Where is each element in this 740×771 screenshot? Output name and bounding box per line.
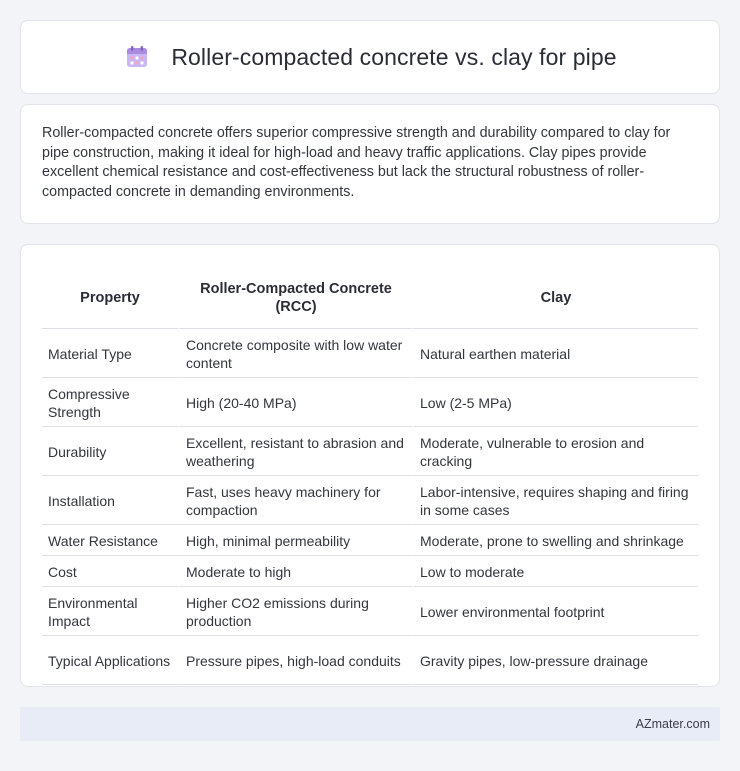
cell-rcc: High (20-40 MPa)	[178, 378, 412, 427]
table-header-row	[42, 265, 698, 329]
cell-clay: Low (2-5 MPa)	[412, 378, 698, 427]
table-row	[42, 329, 698, 378]
footer-brand: AZmater.com	[635, 717, 710, 731]
table-row	[42, 427, 698, 476]
cell-rcc: Fast, uses heavy machinery for compaction	[178, 476, 412, 525]
cell-clay: Labor-intensive, requires shaping and firing in some cases	[412, 476, 698, 525]
cell-property: Material Type	[42, 329, 178, 378]
cell-rcc: Concrete composite with low water content	[178, 329, 412, 378]
cell-rcc: Higher CO2 emissions during production	[178, 587, 412, 636]
table-row	[42, 556, 698, 587]
cell-property: Water Resistance	[42, 525, 178, 556]
cell-rcc: Excellent, resistant to abrasion and weathering	[178, 427, 412, 476]
summary-text: Roller-compacted concrete offers superior compressive strength and durability compared to clay for pipe construction, making it ideal for high-load and heavy traffic applications. Clay pipes provide excellent chemical resistance and cost-effectiveness but lack the structural robustness of roller-compacted concrete in demanding environments.	[42, 125, 671, 200]
cell-clay: Low to moderate	[412, 556, 698, 587]
header-clay: Clay	[412, 265, 698, 329]
cell-property: Installation	[42, 476, 178, 525]
cell-property: Durability	[42, 427, 178, 476]
cell-clay: Gravity pipes, low-pressure drainage	[412, 636, 698, 685]
table-row	[42, 525, 698, 556]
table-row	[42, 636, 698, 685]
cell-rcc: High, minimal permeability	[178, 525, 412, 556]
cell-clay: Lower environmental footprint	[412, 587, 698, 636]
cell-rcc: Pressure pipes, high-load conduits	[178, 636, 412, 685]
cell-property: Cost	[42, 556, 178, 587]
header-property: Property	[42, 265, 178, 329]
cell-clay: Natural earthen material	[412, 329, 698, 378]
footer-bar	[20, 707, 720, 741]
table-row	[42, 476, 698, 525]
calendar-icon	[123, 43, 151, 71]
comparison-card	[20, 244, 720, 687]
cell-property: Environmental Impact	[42, 587, 178, 636]
table-row	[42, 378, 698, 427]
table-row	[42, 587, 698, 636]
title-card	[20, 20, 720, 94]
cell-property: Compressive Strength	[42, 378, 178, 427]
header-rcc: Roller-Compacted Concrete (RCC)	[178, 265, 412, 329]
cell-property: Typical Applications	[42, 636, 178, 685]
cell-rcc: Moderate to high	[178, 556, 412, 587]
cell-clay: Moderate, vulnerable to erosion and cracking	[412, 427, 698, 476]
page-title: Roller-compacted concrete vs. clay for pipe	[171, 43, 617, 70]
cell-clay: Moderate, prone to swelling and shrinkage	[412, 525, 698, 556]
summary-card	[20, 104, 720, 224]
comparison-table	[42, 265, 698, 685]
